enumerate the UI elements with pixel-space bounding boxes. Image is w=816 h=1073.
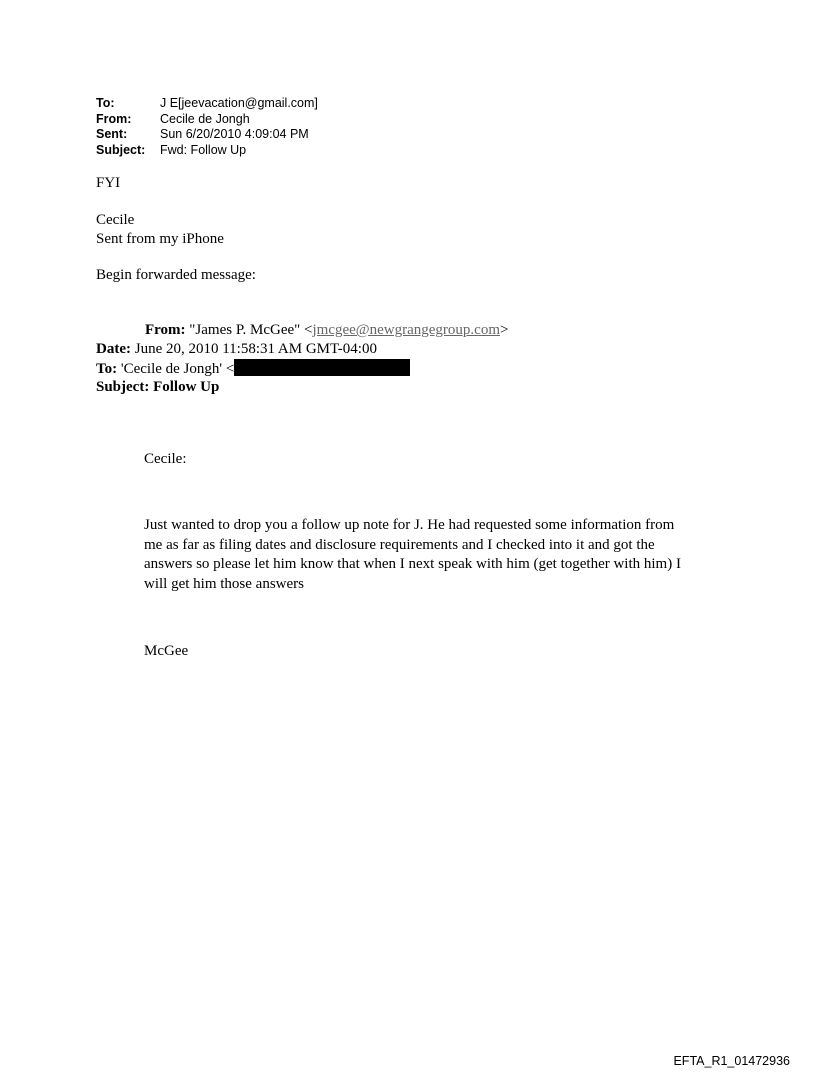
header-sent-row bbox=[96, 127, 318, 143]
forwarded-to-label: To: bbox=[96, 361, 118, 377]
header-from-value: Cecile de Jongh bbox=[160, 111, 250, 126]
forwarded-subject-row bbox=[96, 378, 219, 397]
signature-device: Sent from my iPhone bbox=[96, 231, 224, 247]
header-sent-label: Sent: bbox=[96, 127, 128, 142]
signature-name: Cecile bbox=[96, 212, 135, 228]
forwarded-from-row bbox=[145, 321, 508, 340]
message-signoff: McGee bbox=[144, 643, 189, 659]
document-id: EFTA_R1_01472936 bbox=[673, 1054, 790, 1068]
forwarded-from-email-link[interactable]: jmcgee@newgrangegroup.com bbox=[312, 322, 500, 338]
forwarded-subject-value: Follow Up bbox=[153, 379, 220, 395]
email-header bbox=[96, 96, 318, 158]
message-body: Just wanted to drop you a follow up note for J. He had requested some information from me as far as filing dates and disclosure requirements and I checked into it and got the answers so please let him know that when I next speak with him (get together with him) I will get him those answers bbox=[144, 517, 681, 592]
forwarded-date-row bbox=[96, 340, 377, 359]
header-sent-value: Sun 6/20/2010 4:09:04 PM bbox=[160, 127, 309, 142]
header-to-row bbox=[96, 96, 318, 112]
header-subject-value: Fwd: Follow Up bbox=[160, 142, 247, 157]
forwarded-date-value: June 20, 2010 11:58:31 AM GMT-04:00 bbox=[134, 341, 377, 357]
header-subject-row bbox=[96, 143, 318, 159]
forwarded-from-email-close: > bbox=[500, 322, 509, 338]
forwarded-date-label: Date: bbox=[96, 341, 131, 357]
forwarded-to-value: 'Cecile de Jongh' < bbox=[120, 361, 235, 377]
forward-note: Begin forwarded message: bbox=[96, 267, 256, 283]
header-from-label: From: bbox=[96, 111, 132, 126]
message-salutation: Cecile: bbox=[144, 451, 187, 467]
forwarded-from-email-open: < bbox=[304, 322, 313, 338]
fyi-text: FYI bbox=[96, 175, 121, 191]
forwarded-to-row bbox=[96, 359, 410, 379]
header-subject-label: Subject: bbox=[96, 142, 146, 157]
forwarded-subject-label: Subject: bbox=[96, 379, 150, 395]
header-to-value: J E[jeevacation@gmail.com] bbox=[160, 96, 318, 110]
forwarded-from-name: "James P. McGee" bbox=[189, 322, 301, 338]
forwarded-from-label: From: bbox=[145, 322, 186, 338]
header-to-label: To: bbox=[96, 96, 115, 110]
header-from-row bbox=[96, 112, 318, 128]
redaction-box bbox=[234, 359, 410, 376]
